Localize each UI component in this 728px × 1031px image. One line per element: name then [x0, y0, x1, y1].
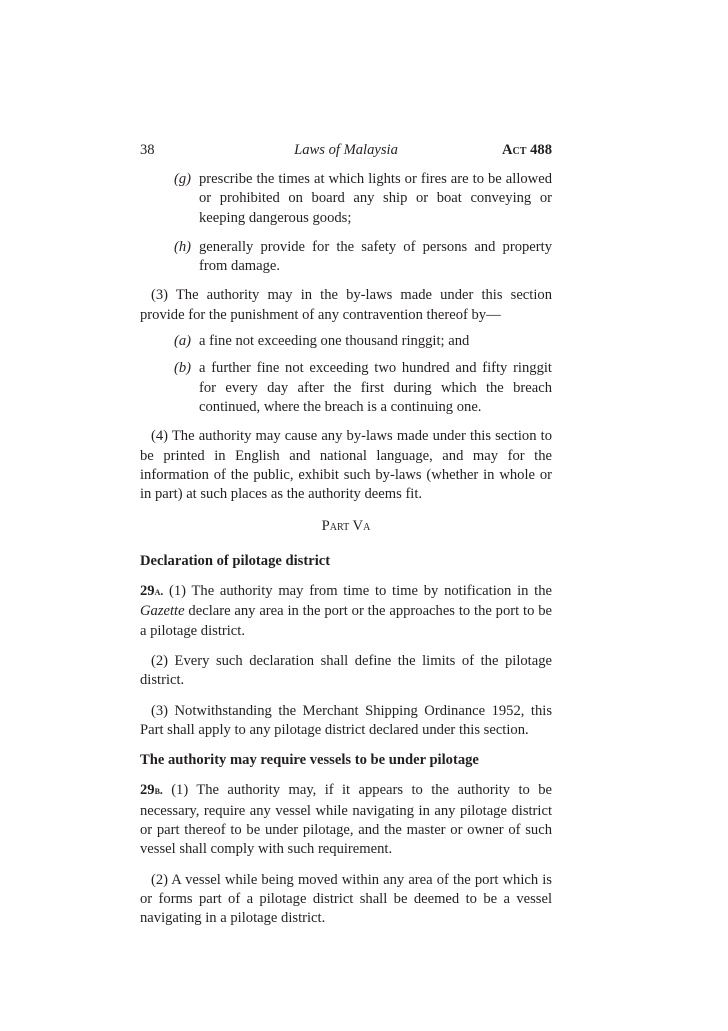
subsection-3: (3) The authority may in the by-laws made under this section provide for the punishment of any contravention thereof by—	[140, 287, 552, 323]
section-number	[140, 583, 163, 599]
section-number	[140, 782, 163, 798]
item-label: (b)	[174, 360, 192, 377]
section-text: declare any area in the port or the approaches to the port to be a pilotage district.	[140, 603, 552, 639]
section-29a-2: (2) Every such declaration shall define the limits of the pilotage district.	[140, 652, 552, 689]
item-text: prescribe the times at which lights or fires are to be allowed or prohibited on board any ship or boat conveying or keeping dangerous goods;	[199, 171, 552, 226]
list-item-h	[140, 238, 552, 277]
item-label: (a)	[174, 333, 192, 350]
gazette-term: Gazette	[140, 603, 185, 620]
running-title: Laws of Malaysia	[294, 142, 398, 158]
section-29a-3: (3) Notwithstanding the Merchant Shipping Ordinance 1952, this Part shall apply to any pilotage district declared under this section.	[140, 702, 552, 738]
act-reference	[502, 142, 552, 159]
act-word: Act	[502, 142, 527, 158]
section-heading-pilotage: The authority may require vessels to be under pilotage	[140, 752, 479, 769]
section-number-suffix: b.	[154, 785, 163, 798]
section-29b-1	[140, 781, 552, 859]
list-item-b	[140, 359, 552, 417]
act-number: 488	[530, 142, 552, 158]
section-29a-1	[140, 582, 552, 641]
section-29b-2: (2) A vessel while being moved within any area of the port which is or forms part of a pilotage district shall be deemed to be a vessel navigating in a pilotage district.	[140, 871, 552, 927]
list-item-g	[140, 170, 552, 228]
section-text: (1) The authority may, if it appears to the authority to be necessary, require any vessel while navigating in any pilotage district or part thereof to be under pilotage, and the master or owner of such vessel shall comply with such requirement.	[140, 782, 552, 858]
section-heading-declaration: Declaration of pilotage district	[140, 552, 331, 569]
page-header	[140, 142, 552, 162]
section-number-digits: 29	[140, 782, 155, 799]
item-label: (h)	[174, 238, 192, 255]
item-text: generally provide for the safety of persons and property from damage.	[199, 238, 552, 275]
list-item-a	[140, 332, 552, 351]
section-number-suffix: a.	[154, 586, 164, 599]
section-text: (1) The authority may from time to time by notification in the	[163, 583, 552, 600]
part-title: Part Va	[321, 518, 371, 535]
item-text: a further fine not exceeding two hundred and fifty ringgit for every day after the first during which the breach continued, where the breach is a continuing one.	[199, 360, 552, 415]
subsection-4: (4) The authority may cause any by-laws made under this section to be printed in English and national language, and may for the information of the public, exhibit such by-laws (whether in whole or in part) at such places as the authority deems fit.	[140, 428, 552, 503]
item-text: a fine not exceeding one thousand ringgit; and	[199, 333, 470, 350]
page-number: 38	[140, 142, 155, 158]
item-label: (g)	[174, 171, 192, 187]
document-body	[140, 170, 552, 929]
section-number-digits: 29	[140, 583, 155, 600]
